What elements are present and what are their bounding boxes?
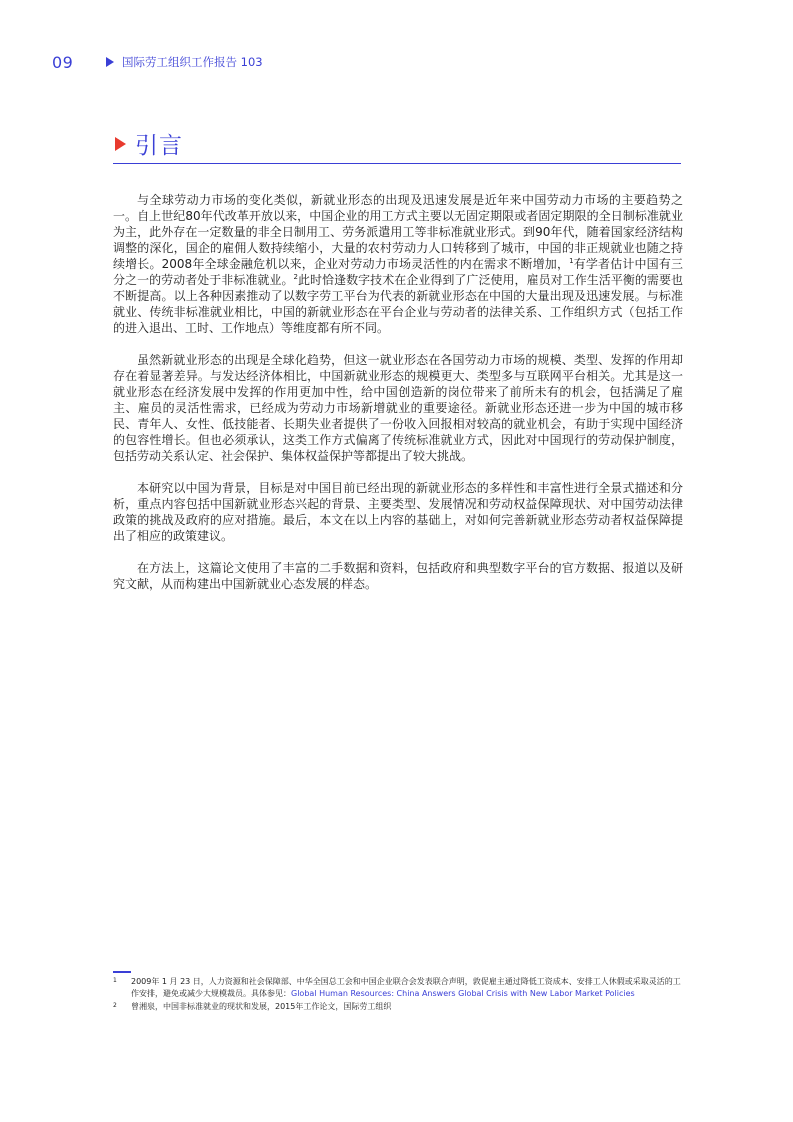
- paragraph-2: 虽然新就业形态的出现是全球化趋势，但这一就业形态在各国劳动力市场的规模、类型、发挥的作用却存在着显著差异。与发达经济体相比，中国新就业形态的规模更大、类型多与互联网平台相关。尤其是这一就业形态在经济发展中发挥的作用更加中性，给中国创造新的岗位带来了前所未有的机会，包括满足了雇主、雇员的灵活性需求，已经成为劳动力市场新增就业的重要途径。新就业形态还进一步为中国的城市移民、青年人、女性、低技能者、长期失业者提供了一份收入回报相对较高的就业机会，有助于实现中国经济的包容性增长。但也必须承认，这类工作方式偏离了传统标准就业方式，因此对中国现行的劳动保护制度，包括劳动关系认定、社会保护、集体权益保护等都提出了较大挑战。: [113, 353, 683, 463]
- footnote-1: [113, 976, 683, 999]
- footnote-ref-1[interactable]: 1: [569, 257, 574, 265]
- paragraph-3: 本研究以中国为背景，目标是对中国目前已经出现的新就业形态的多样性和丰富性进行全景式描述和分析，重点内容包括中国新就业形态兴起的背景、主要类型、发展情况和劳动权益保障现状、对中国劳动法律政策的挑战及政府的应对措施。最后，本文在以上内容的基础上，对如何完善新就业形态劳动者权益保障提出了相应的政策建议。: [113, 481, 683, 543]
- footnote-1-mark: 1: [113, 977, 117, 984]
- footnote-2: [113, 1001, 683, 1013]
- footnote-ref-2[interactable]: 2: [293, 273, 298, 281]
- section-heading: [113, 128, 681, 164]
- paragraph-1: [113, 192, 683, 336]
- footnotes: [113, 976, 683, 1015]
- paragraph-1-part-c: 此时恰逢数字技术在企业得到了广泛使用，雇员对工作生活平衡的需要也不断提高。以上各种因素推动了以数字劳工平台为代表的新就业形态在中国的大量出现及迅速发展。与标准就业、传统非标准就业相比，中国的新就业形态在平台企业与劳动者的法律关系、工作组织方式（包括工作的进入退出、工时、工作地点）等维度都有所不同。: [113, 273, 683, 335]
- footnote-1-link[interactable]: Global Human Resources: China Answers Global Crisis with New Labor Market Policies: [291, 988, 635, 998]
- paragraph-1-part-b: 有学者估计中国有三分之一的劳动者处于非标准就业。: [113, 257, 683, 287]
- footnote-1-body: [131, 976, 683, 999]
- triangle-marker-icon: [115, 137, 126, 151]
- section-title: 引言: [135, 133, 183, 159]
- paragraph-1-part-a: 与全球劳动力市场的变化类似，新就业形态的出现及迅速发展是近年来中国劳动力市场的主要趋势之一。自上世纪80年代改革开放以来，中国企业的用工方式主要以无固定期限或者固定期限的全日制标准就业为主，此外存在一定数量的非全日制用工、劳务派遣用工等非标准就业形式。到90年代，随着国家经济结构调整的深化，国企的雇佣人数持续缩小，大量的农村劳动力人口转移到了城市，中国的非正规就业也随之持续增长。2008年全球金融危机以来，企业对劳动力市场灵活性的内在需求不断增加，: [113, 193, 683, 271]
- report-title: 国际劳工组织工作报告 103: [122, 55, 263, 69]
- footnote-divider: [113, 971, 131, 973]
- body-text: [113, 192, 683, 608]
- triangle-bullet-icon: [106, 57, 114, 67]
- paragraph-4: 在方法上，这篇论文使用了丰富的二手数据和资料，包括政府和典型数字平台的官方数据、报道以及研究文献，从而构建出中国新就业心态发展的样态。: [113, 561, 683, 591]
- footnote-2-text: 曾湘泉，中国非标准就业的现状和发展，2015年工作论文，国际劳工组织: [131, 1002, 392, 1011]
- running-header: [52, 52, 263, 72]
- page-number: 09: [52, 52, 74, 72]
- footnote-2-mark: 2: [113, 1002, 117, 1009]
- footnote-1-text: 2009年 1 月 23 日，人力资源和社会保障部、中华全国总工会和中国企业联合会发表联合声明，敦促雇主通过降低工资成本、安排工人休假或采取灵活的工作安排，避免或减少大规模裁员。具体参见：: [131, 977, 681, 998]
